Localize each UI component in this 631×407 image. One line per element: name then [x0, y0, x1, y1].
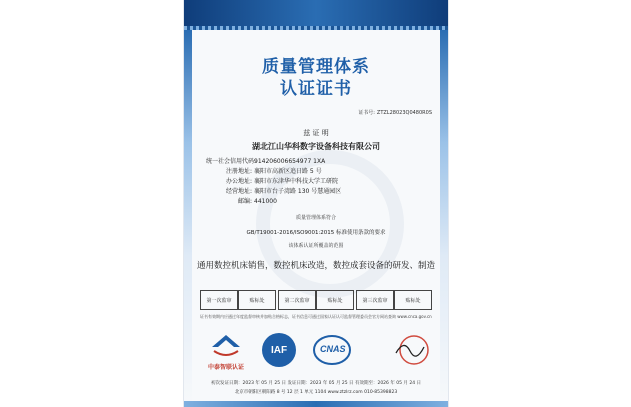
- field-label: 经营地址:: [225, 188, 252, 195]
- organization-name: 湖北江山华科数字设备科技有限公司: [252, 142, 380, 151]
- surveillance-row: [200, 290, 432, 310]
- field-label: 统一社会信用代码:: [206, 158, 257, 165]
- field-label: 办公地址:: [225, 178, 252, 185]
- standard-text: GB/T19001-2016/ISO9001:2015 标准使用条款的要求: [246, 230, 386, 236]
- surveillance-seal-1: 贴标处: [238, 290, 276, 310]
- field-value: 914206006654977 1XA: [254, 158, 326, 165]
- field-value: 襄阳市高新区追日路 5 号: [254, 168, 322, 175]
- surveillance-label-1: 第一次监审: [200, 290, 238, 310]
- iaf-text: IAF: [270, 344, 288, 356]
- cnas-text: CNAS: [320, 344, 346, 354]
- iaf-logo-icon: [262, 333, 296, 367]
- field-registered-address: [206, 166, 322, 175]
- accreditation-logos: [200, 331, 432, 377]
- surveillance-label-2: 第二次监审: [278, 290, 316, 310]
- conform-text: 质量管理体系符合: [295, 215, 336, 221]
- footer-address: 北京市朝阳区朝阳路 8 号 12 层 1 单元 1104 www.ztzlrz.com 010-85398823: [234, 390, 398, 395]
- field-label: 注册地址:: [225, 168, 252, 175]
- field-business-address: [206, 186, 341, 195]
- field-label: 邮编:: [237, 198, 252, 205]
- issuer-name: 中泰智联认证: [207, 364, 245, 371]
- field-credit-code: [206, 156, 325, 165]
- certificate-top-border: [184, 0, 448, 30]
- field-value: 441000: [254, 198, 277, 205]
- certificate-number: [356, 109, 432, 116]
- field-value: 襄阳市台子湾路 130 号慧通园区: [254, 188, 342, 195]
- certificate-note: 证书有效期内应通过年度监督审核并加贴合格标志，证书信息可通过国家认证认可监督管理委员会官方网站查询 www.cnca.gov.cn: [200, 314, 432, 319]
- cnas-logo-icon: [312, 333, 352, 367]
- certificate-document: [184, 0, 448, 407]
- certificate-number-label: 证书号:: [358, 110, 375, 116]
- footer-dates: 初次发证日期：2023 年 05 月 25 日 发证日期：2023 年 05 月 25 日 有效期至：2026 年 05 月 24 日: [210, 381, 422, 386]
- field-office-address: [206, 176, 338, 185]
- certificate-number-value: ZTZL28023Q0480R0S: [376, 110, 432, 116]
- certificate-title-line1: 质量管理体系: [262, 57, 370, 77]
- surveillance-seal-2: 贴标处: [316, 290, 354, 310]
- field-postcode: [206, 196, 277, 205]
- statement: 兹 证 明: [303, 129, 329, 137]
- surveillance-seal-3: 贴标处: [394, 290, 432, 310]
- certificate-bottom-border: [184, 401, 448, 407]
- signature-and-seal-icon: [392, 333, 432, 367]
- certificate-title-line2: 认证证书: [280, 79, 352, 99]
- scope-label: 该体系认证所覆盖的范围: [288, 243, 344, 249]
- field-value: 襄阳市东津华中科技大学工研院: [254, 178, 339, 185]
- surveillance-label-3: 第三次监审: [356, 290, 394, 310]
- zt-logo-icon: [204, 333, 248, 377]
- scope-text: 通用数控机床销售，数控机床改造，数控成套设备的研发、制造: [196, 261, 435, 271]
